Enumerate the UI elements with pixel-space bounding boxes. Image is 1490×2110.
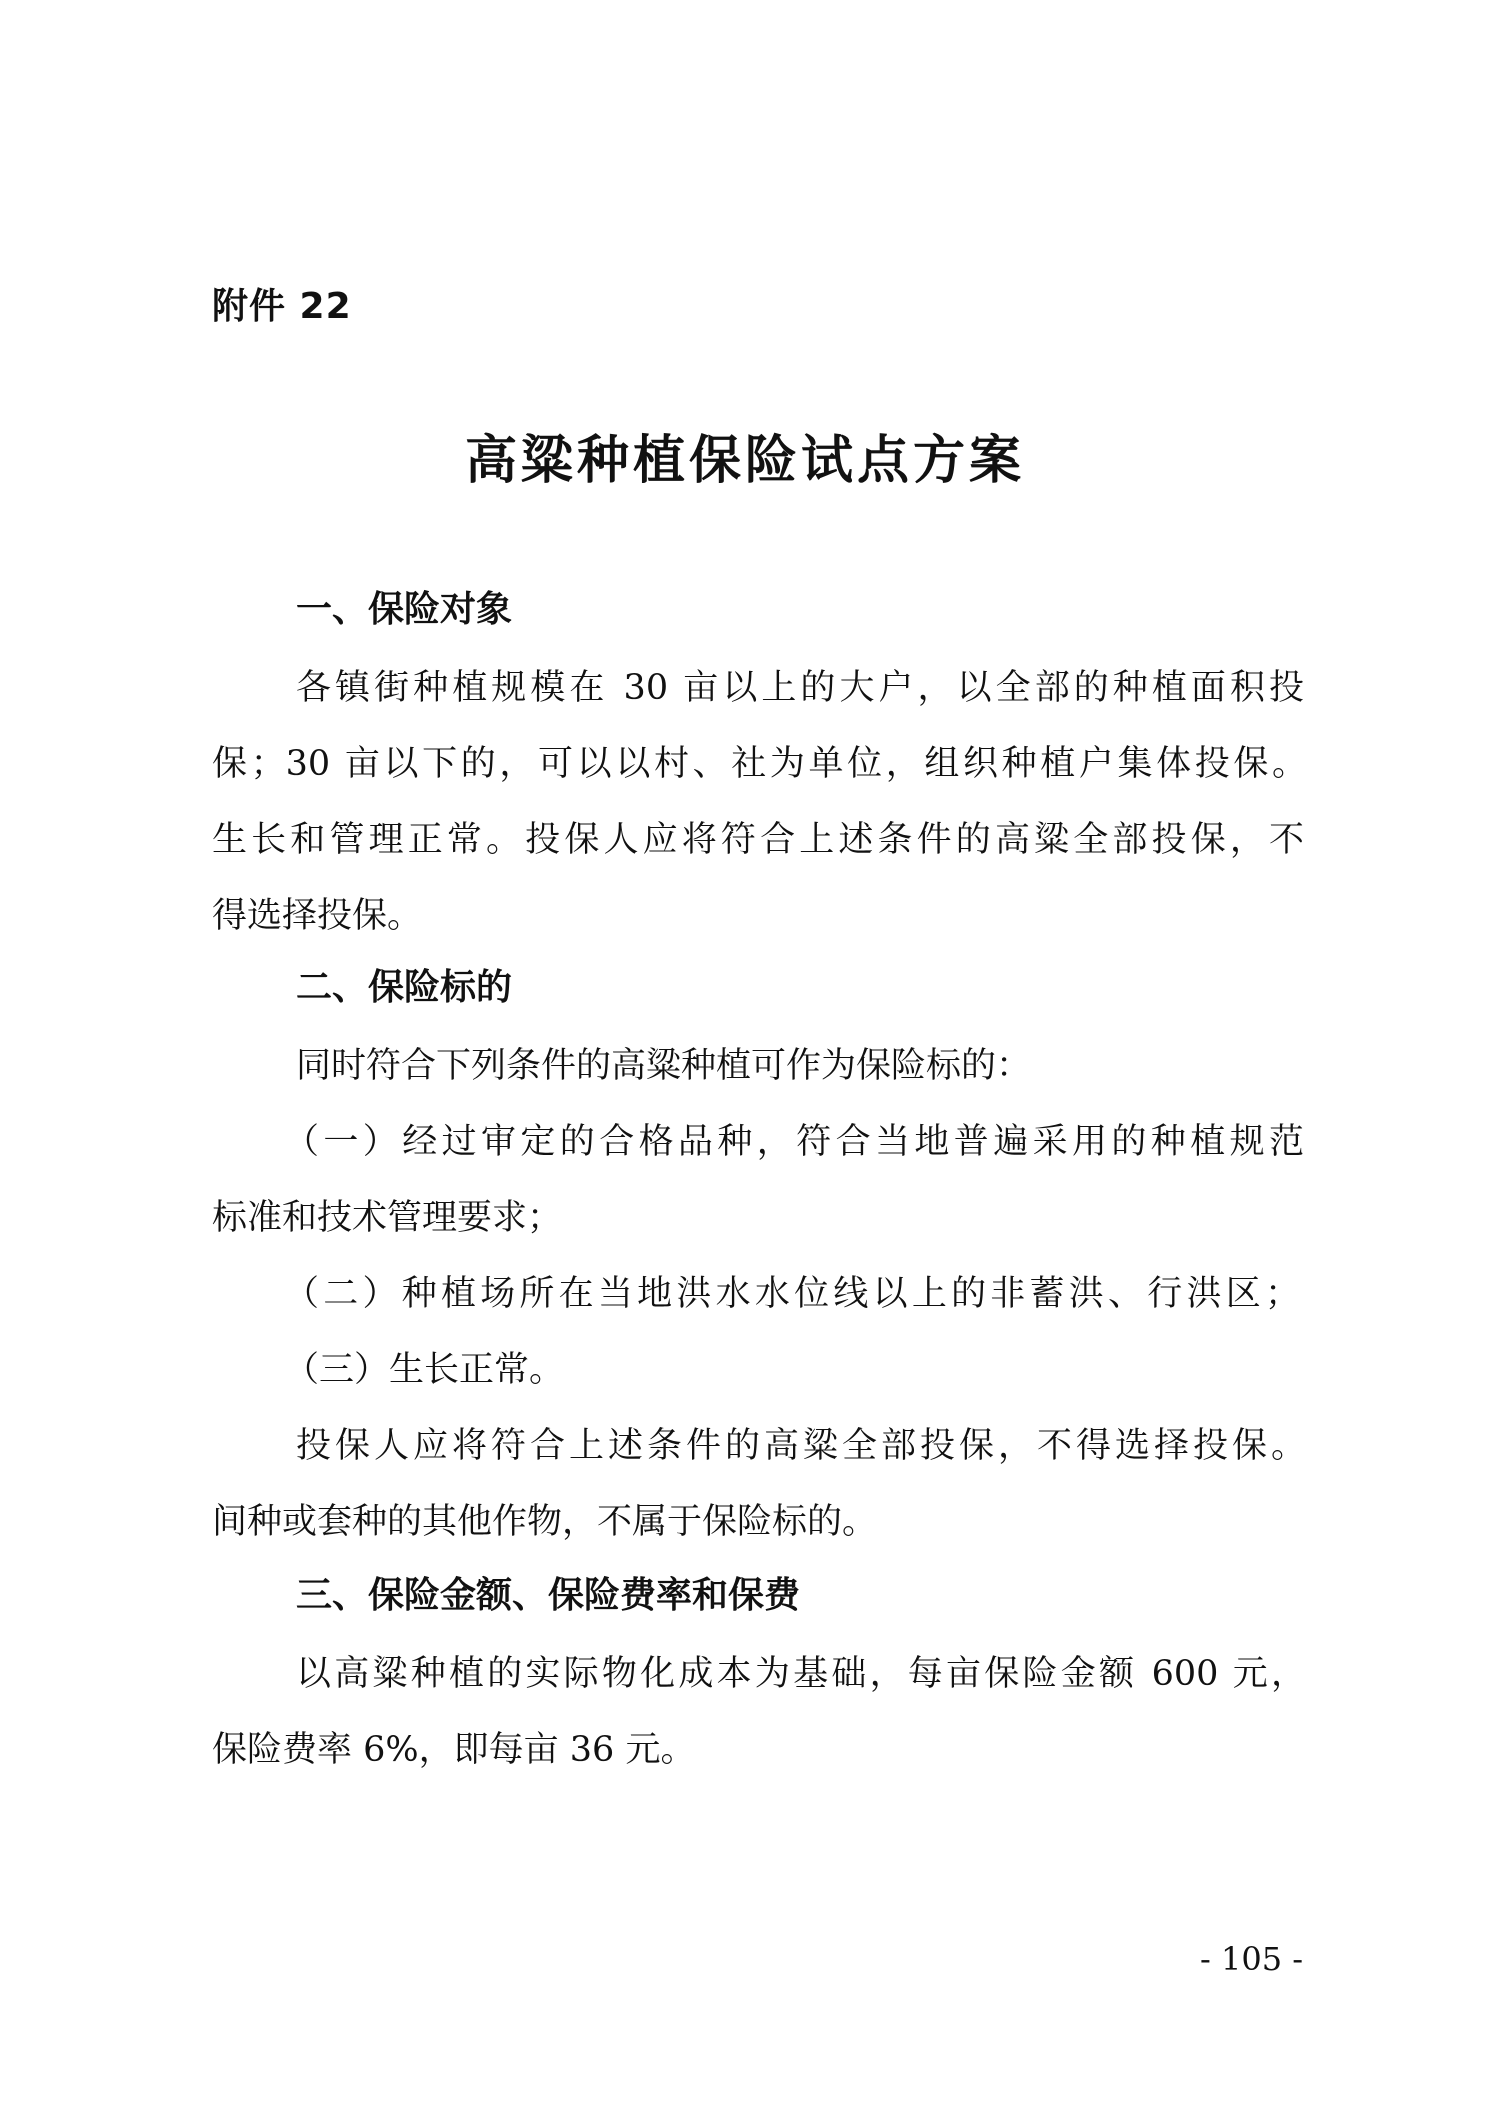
page-number: - 105 - <box>1200 1940 1304 1978</box>
document-title: 高粱种植保险试点方案 <box>464 430 1025 491</box>
paragraph-line: 标准和技术管理要求； <box>212 1198 563 1238</box>
paragraph-line: 保险费率 6%，即每亩 36 元。 <box>212 1730 696 1770</box>
paragraph-line: 保；30 亩以下的，可以以村、社为单位，组织种植户集体投保。 <box>212 744 1307 784</box>
paragraph-line: 生长和管理正常。投保人应将符合上述条件的高粱全部投保，不 <box>212 820 1304 860</box>
attachment-label: 附件 22 <box>212 286 352 327</box>
paragraph-line: （三）生长正常。 <box>284 1350 565 1390</box>
paragraph-line: 得选择投保。 <box>212 896 423 936</box>
paragraph-line: 以高粱种植的实际物化成本为基础，每亩保险金额 600 元， <box>296 1654 1306 1694</box>
section-heading-insurance-subject: 二、保险标的 <box>296 967 513 1008</box>
paragraph-line: （二）种植场所在当地洪水水位线以上的非蓄洪、行洪区； <box>284 1274 1300 1314</box>
paragraph-line: 间种或套种的其他作物，不属于保险标的。 <box>212 1502 878 1542</box>
paragraph-line: 投保人应将符合上述条件的高粱全部投保，不得选择投保。 <box>296 1426 1306 1466</box>
paragraph-line: （一）经过审定的合格品种，符合当地普遍采用的种植规范 <box>284 1122 1304 1162</box>
paragraph-line: 同时符合下列条件的高粱种植可作为保险标的： <box>296 1046 1032 1086</box>
section-heading-insurance-object: 一、保险对象 <box>296 589 513 630</box>
section-heading-insured-amount: 三、保险金额、保险费率和保费 <box>296 1575 801 1616</box>
paragraph-line: 各镇街种植规模在 30 亩以上的大户，以全部的种植面积投 <box>296 668 1304 708</box>
